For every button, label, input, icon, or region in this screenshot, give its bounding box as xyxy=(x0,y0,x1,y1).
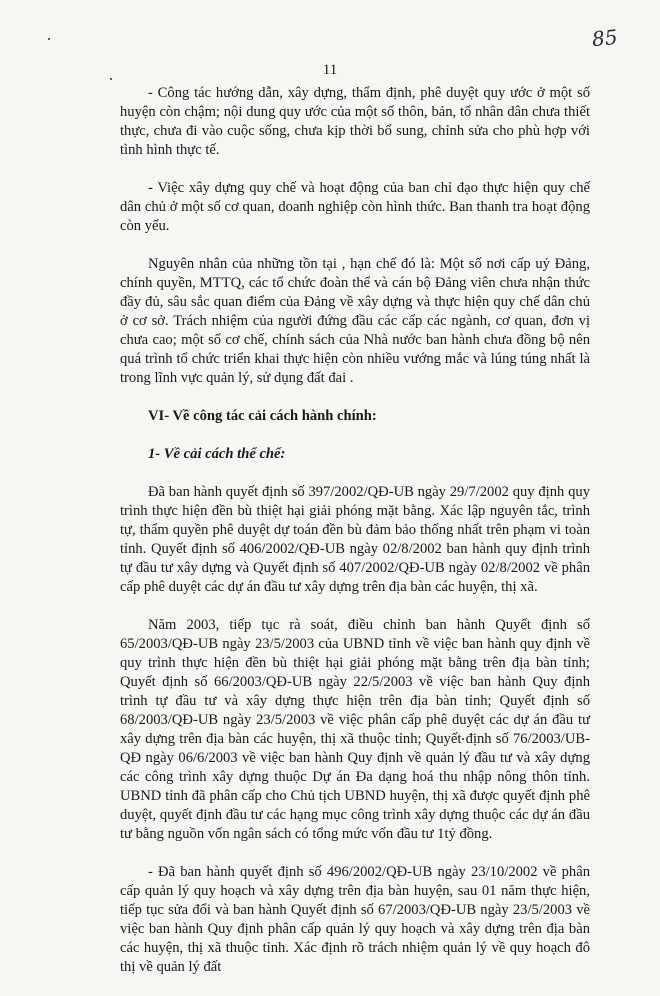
section-heading: VI- Về công tác cải cách hành chính: xyxy=(148,408,377,424)
paragraph-decision-397: Đã ban hành quyết định số 397/2002/QĐ-UB ngày 29/7/2002 quy định quy trình thực hiện đền bù thiệt hại giải phóng mặt bằng. Xác lập nguyên tắc, trình tự, thẩm quyền phê duyệt dự toán đền bù đảm bảo thống nhất trên phạm vi toàn tỉnh. Quyết định số 406/2002/QĐ-UB ngày 02/8/2002 ban hành quy định trình tự đầu tư xây dựng và Quyết định số 407/2002/QĐ-UB ngày 02/8/2002 về phân cấp phê duyệt các dự án đầu tư xây dựng trên địa bàn các huyện, thị xã. xyxy=(120,484,590,595)
paragraph-causes: Nguyên nhân của những tồn tại , hạn chế đó là: Một số nơi cấp uỷ Đảng, chính quyền, MTTQ, các tổ chức đoàn thể và cán bộ Đảng viên chưa nhận thức đầy đủ, sâu sắc quan điểm của Đảng về xây dựng và thực hiện quy chế dân chủ ở cơ sở. Trách nhiệm của người đứng đầu các cấp các ngành, cơ quan, đơn vị chưa cao; một số cơ chế, chính sách của Nhà nước ban hành chưa đồng bộ nên quá trình tổ chức triển khai thực hiện còn nhiều vướng mắc và lúng túng nhất là trong lĩnh vực quản lý, sử dụng đất đai . xyxy=(120,256,590,386)
paragraph-regulation-guidance: - Công tác hướng dẫn, xây dựng, thẩm định, phê duyệt quy ước ở một số huyện còn chậm; nội dung quy ước của một số thôn, bản, tổ nhân dân chưa thiết thực, chưa đi vào cuộc sống, chưa kịp thời bổ sung, chỉnh sửa cho phù hợp với tình hình thực tế. xyxy=(120,85,590,158)
page-number: 11 xyxy=(322,62,338,78)
document-body xyxy=(120,84,590,996)
subsection-heading: 1- Về cải cách thể chế: xyxy=(148,446,286,462)
paragraph-year-2003: Năm 2003, tiếp tục rà soát, điều chỉnh ban hành Quyết định số 65/2003/QĐ-UB ngày 23/5/2003 của UBND tỉnh về việc ban hành quy định về quy trình thực hiện đền bù thiệt hại giải phóng mặt bằng trên địa bàn tỉnh; Quyết định số 66/2003/QĐ-UB ngày 22/5/2003 về việc ban hành Quy định trình tự đầu tư và xây dựng thực hiện trên địa bàn tỉnh; Quyết định số 68/2003/QĐ-UB ngày 23/5/2003 về việc phân cấp phê duyệt các dự án đầu tư xây dựng trên địa bàn các huyện, thị xã thuộc tỉnh; Quyết định số 76/2003/UB-QĐ ngày 06/6/2003 về việc ban hành Quy định về quản lý đầu tư và xây dựng các công trình xây dựng thuộc Dự án Đa dạng hoá thu nhập nông thôn tỉnh. UBND tỉnh đã phân cấp cho Chủ tịch UBND huyện, thị xã được quyết định phê duyệt, quyết định đầu tư các hạng mục công trình xây dựng thuộc các dự án đầu tư bằng nguồn vốn ngân sách có tổng mức vốn đầu tư 1tỷ đồng. xyxy=(120,617,590,842)
handwritten-page-number: 85 xyxy=(590,24,619,52)
paragraph-democracy-regulation: - Việc xây dựng quy chế và hoạt động của ban chỉ đạo thực hiện quy chế dân chủ ở một số cơ quan, doanh nghiệp còn hình thức. Ban thanh tra hoạt động còn yếu. xyxy=(120,180,590,234)
scan-speck xyxy=(48,38,50,40)
paragraph-decision-496: - Đã ban hành quyết định số 496/2002/QĐ-UB ngày 23/10/2002 về phân cấp quản lý quy hoạch và xây dựng trên địa bàn huyện, sau 01 năm thực hiện, tiếp tục sửa đổi và ban hành Quyết định số 67/2003/QĐ-UB ngày 23/5/2003 về việc ban hành Quy định phân cấp quản lý quy hoạch và xây dựng trên địa bàn các huyện, thị xã thuộc tỉnh. Xác định rõ trách nhiệm quản lý về quy hoạch đô thị về quản lý đất xyxy=(120,864,590,975)
